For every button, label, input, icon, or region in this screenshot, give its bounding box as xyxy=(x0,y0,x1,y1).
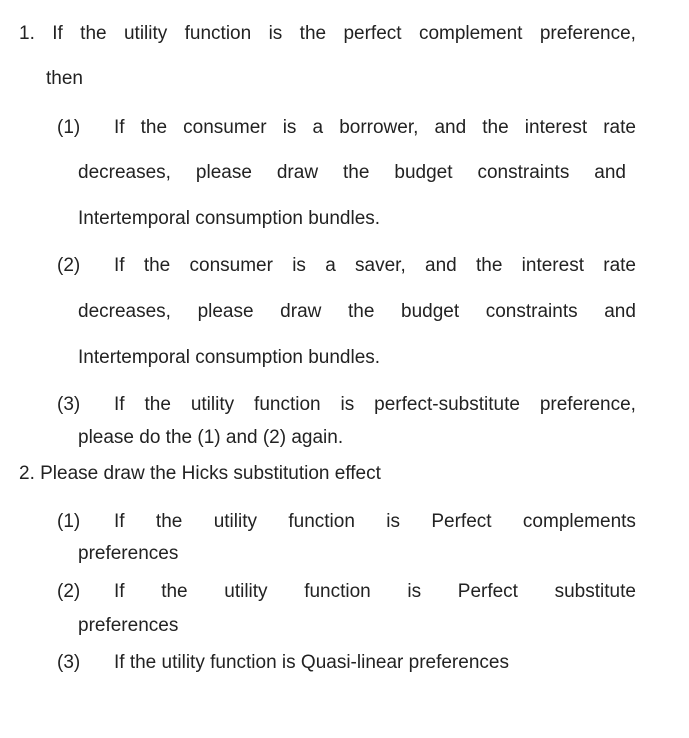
q2-sub2-line-2: preferences xyxy=(78,615,179,636)
word: and xyxy=(604,301,636,322)
word: the xyxy=(299,23,327,44)
word: budget xyxy=(394,162,453,183)
q1-sub2-line-2 xyxy=(78,300,636,324)
word: the xyxy=(161,581,188,602)
word: substitute xyxy=(554,581,636,602)
word: utility xyxy=(123,23,168,44)
word: preference, xyxy=(539,394,636,415)
word: a xyxy=(325,255,336,276)
word: draw xyxy=(276,162,319,183)
q1-sub3-line-1 xyxy=(114,393,636,417)
word: is xyxy=(386,511,400,532)
word: rate xyxy=(603,255,636,276)
word: If xyxy=(52,23,63,44)
word: saver, xyxy=(355,255,406,276)
word: the xyxy=(155,511,183,532)
q1-sub1-line-2 xyxy=(78,161,626,185)
q1-sub1-line-1 xyxy=(114,116,636,140)
word: utility xyxy=(190,394,235,415)
q1-sub3-line-2: please do the (1) and (2) again. xyxy=(78,427,344,448)
q2-sub3-number: (3) xyxy=(57,652,81,673)
word: the xyxy=(80,23,107,44)
q1-sub1-line-3: Intertemporal consumption bundles. xyxy=(78,208,381,229)
word: If xyxy=(114,394,125,415)
word: the xyxy=(143,255,171,276)
q2-sub1-line-1 xyxy=(114,510,636,534)
word: function xyxy=(304,581,371,602)
word: Perfect xyxy=(431,511,492,532)
word: is xyxy=(340,394,355,415)
word: and xyxy=(425,255,457,276)
word: the xyxy=(482,117,509,138)
word: utility xyxy=(224,581,268,602)
q1-sub3-number: (3) xyxy=(57,394,81,415)
question-1-line-2: then xyxy=(46,68,83,89)
q2-sub1-number: (1) xyxy=(57,511,81,532)
word: the xyxy=(475,255,503,276)
word: is xyxy=(407,581,422,602)
word: If xyxy=(114,511,125,532)
word: function xyxy=(288,511,355,532)
word: rate xyxy=(603,117,636,138)
word: decreases, xyxy=(78,162,171,183)
word: utility xyxy=(213,511,257,532)
word: If xyxy=(114,255,125,276)
word: complement xyxy=(418,23,523,44)
word: the xyxy=(343,162,370,183)
word: draw xyxy=(280,301,322,322)
word: complements xyxy=(522,511,636,532)
word: Perfect xyxy=(457,581,518,602)
q1-sub2-line-1 xyxy=(114,254,636,278)
word: the xyxy=(140,117,168,138)
q2-sub2-number: (2) xyxy=(57,581,81,602)
word: constraints xyxy=(477,162,570,183)
word: perfect xyxy=(343,23,402,44)
word: interest xyxy=(521,255,584,276)
word: is xyxy=(268,23,283,44)
word: 1. xyxy=(19,23,35,44)
word: please xyxy=(195,162,252,183)
word: decreases, xyxy=(78,301,171,322)
word: is xyxy=(282,117,297,138)
word: is xyxy=(292,255,306,276)
word: constraints xyxy=(485,301,578,322)
word: the xyxy=(144,394,171,415)
q2-sub1-line-2: preferences xyxy=(78,543,179,564)
word: budget xyxy=(401,301,460,322)
word: the xyxy=(347,301,375,322)
word: preference, xyxy=(539,23,636,44)
word: borrower, xyxy=(339,117,419,138)
q1-sub2-line-3: Intertemporal consumption bundles. xyxy=(78,347,381,368)
question-2-line-1: 2. Please draw the Hicks substitution effect xyxy=(19,463,381,484)
q2-sub2-line-1 xyxy=(114,580,636,604)
q2-sub3-line-1: If the utility function is Quasi-linear preferences xyxy=(114,652,509,673)
word: function xyxy=(254,394,321,415)
word: function xyxy=(184,23,252,44)
word: interest xyxy=(524,117,588,138)
question-1-line-1 xyxy=(19,22,636,46)
word: a xyxy=(312,117,324,138)
word: If xyxy=(114,581,125,602)
word: consumer xyxy=(189,255,273,276)
q1-sub2-number: (2) xyxy=(57,255,81,276)
word: and xyxy=(594,162,626,183)
q1-sub1-number: (1) xyxy=(57,117,81,138)
word: consumer xyxy=(183,117,267,138)
word: perfect-substitute xyxy=(374,394,520,415)
word: please xyxy=(197,301,254,322)
word: and xyxy=(434,117,467,138)
word: If xyxy=(114,117,125,138)
